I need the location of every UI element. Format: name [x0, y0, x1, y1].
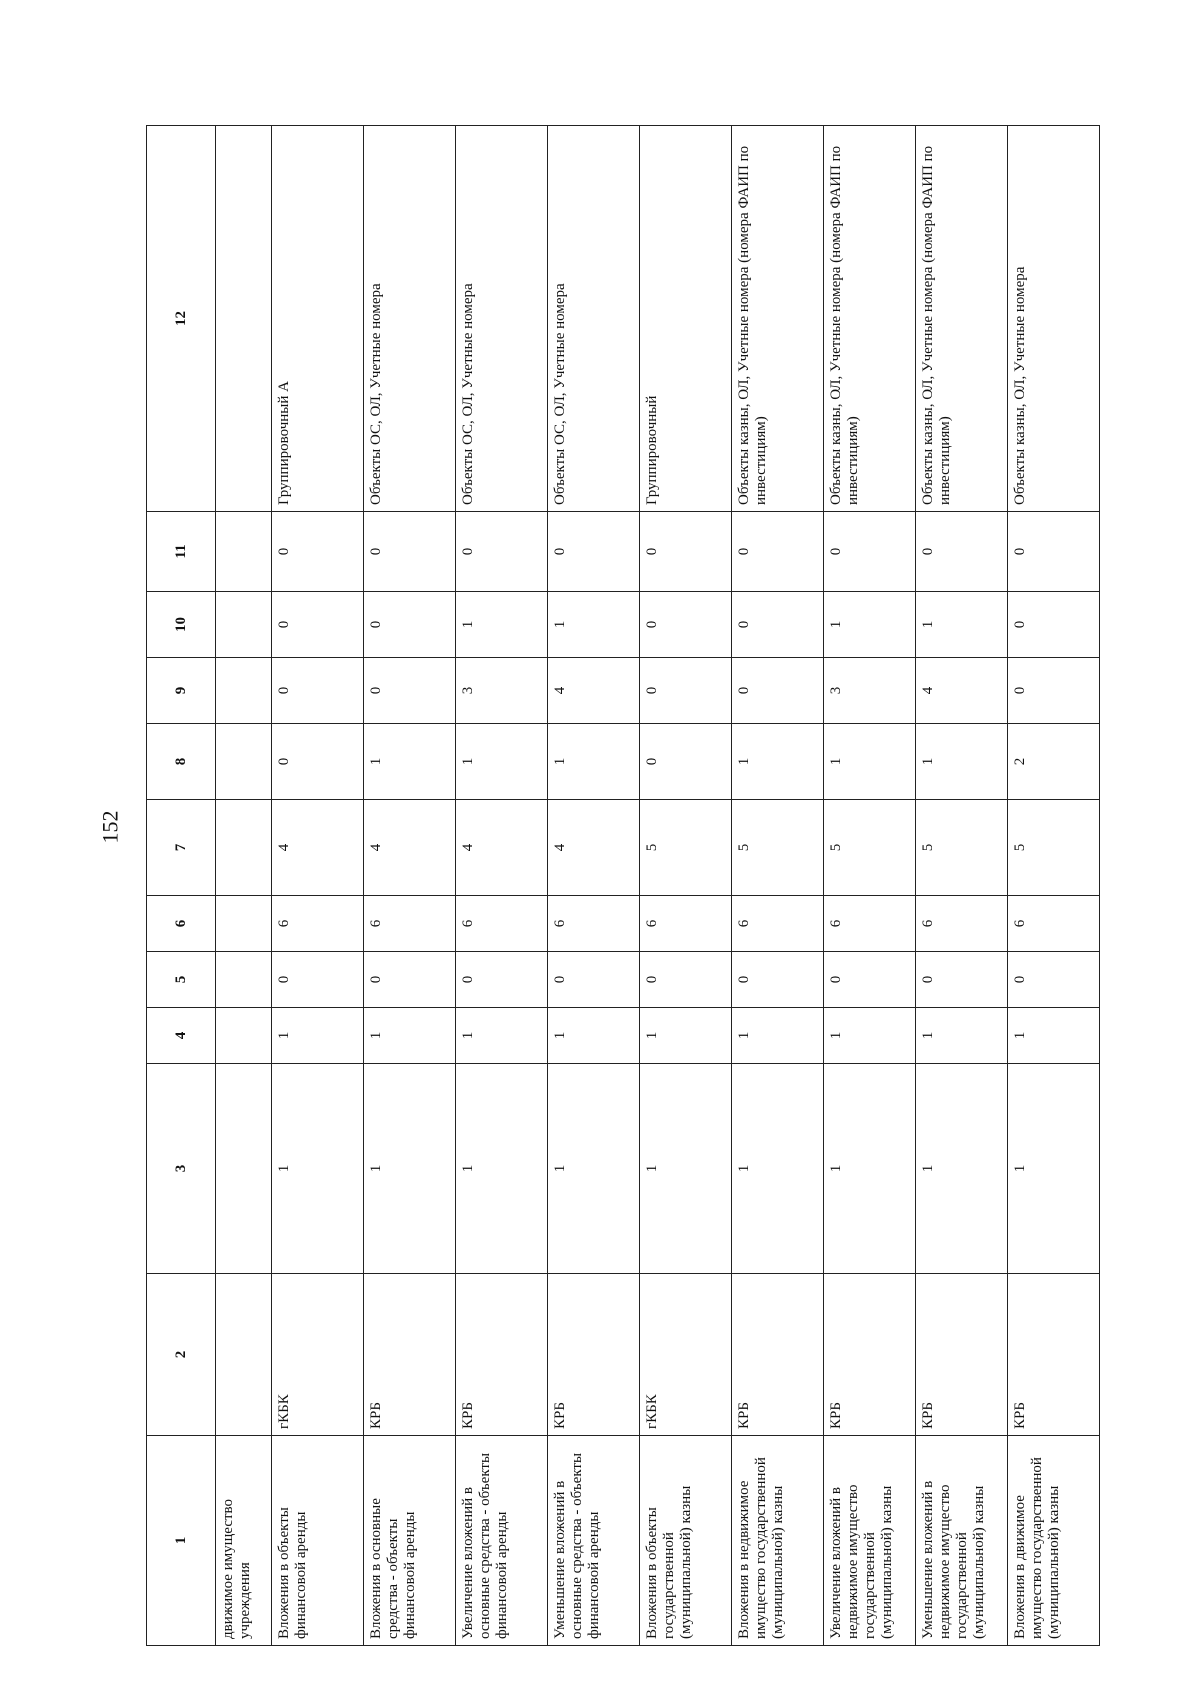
- row-digit-cell: 4: [364, 800, 456, 896]
- row-digit-cell: 0: [548, 952, 640, 1008]
- column-header: 6: [147, 896, 216, 952]
- row-digit-cell: 1: [824, 724, 916, 800]
- row-code-type: КРБ: [456, 1274, 548, 1436]
- column-header: 1: [147, 1436, 216, 1646]
- row-digit-cell: 0: [732, 512, 824, 592]
- row-digit-cell: [216, 952, 272, 1008]
- row-digit-cell: 0: [272, 952, 364, 1008]
- row-digit-cell: 0: [364, 592, 456, 658]
- row-digit-cell: 0: [640, 512, 732, 592]
- row-digit-cell: 6: [1008, 896, 1100, 952]
- table-row: [456, 126, 548, 1646]
- row-digit-cell: 0: [732, 658, 824, 724]
- row-digit-cell: [216, 1064, 272, 1274]
- row-digit-cell: 4: [548, 658, 640, 724]
- row-digit-cell: 0: [916, 512, 1008, 592]
- row-digit-cell: 1: [456, 724, 548, 800]
- row-digit-cell: 1: [916, 724, 1008, 800]
- row-digit-cell: 5: [824, 800, 916, 896]
- row-digit-cell: 3: [456, 658, 548, 724]
- row-description: Вложения в основные средства - объекты финансовой аренды: [364, 1436, 456, 1646]
- row-description: Уменьшение вложений в недвижимое имущество государственной (муниципальной) казны: [916, 1436, 1008, 1646]
- row-digit-cell: 0: [824, 952, 916, 1008]
- row-digit-cell: 0: [1008, 952, 1100, 1008]
- row-description: Уменьшение вложений в основные средства - объекты финансовой аренды: [548, 1436, 640, 1646]
- column-header: 12: [147, 126, 216, 512]
- row-digit-cell: 1: [824, 592, 916, 658]
- row-digit-cell: 6: [272, 896, 364, 952]
- row-digit-cell: 0: [1008, 658, 1100, 724]
- row-description: движимое имущество учреждения: [216, 1436, 272, 1646]
- row-code-type: КРБ: [824, 1274, 916, 1436]
- row-digit-cell: 1: [364, 724, 456, 800]
- row-digit-cell: 1: [732, 1064, 824, 1274]
- row-analytics: [216, 126, 272, 512]
- row-digit-cell: 1: [364, 1008, 456, 1064]
- row-digit-cell: 0: [364, 512, 456, 592]
- row-description: Увеличение вложений в основные средства - объекты финансовой аренды: [456, 1436, 548, 1646]
- row-digit-cell: 1: [640, 1064, 732, 1274]
- row-digit-cell: 0: [456, 952, 548, 1008]
- row-digit-cell: 1: [548, 1064, 640, 1274]
- row-code-type: КРБ: [732, 1274, 824, 1436]
- row-digit-cell: 0: [456, 512, 548, 592]
- row-digit-cell: 1: [548, 724, 640, 800]
- column-header: 5: [147, 952, 216, 1008]
- row-digit-cell: 1: [640, 1008, 732, 1064]
- row-code-type: гКБК: [272, 1274, 364, 1436]
- row-digit-cell: 1: [916, 592, 1008, 658]
- row-digit-cell: 4: [272, 800, 364, 896]
- row-digit-cell: [216, 658, 272, 724]
- row-digit-cell: 1: [916, 1008, 1008, 1064]
- row-description: Вложения в объекты финансовой аренды: [272, 1436, 364, 1646]
- row-digit-cell: 1: [456, 592, 548, 658]
- column-header: 3: [147, 1064, 216, 1274]
- row-description: Вложения в объекты государственной (муниципальной) казны: [640, 1436, 732, 1646]
- table-row: [216, 126, 272, 1646]
- row-code-type: КРБ: [1008, 1274, 1100, 1436]
- row-analytics: Объекты ОС, ОЛ, Учетные номера: [456, 126, 548, 512]
- row-digit-cell: 1: [1008, 1008, 1100, 1064]
- row-digit-cell: 5: [916, 800, 1008, 896]
- header-row: [147, 126, 216, 1646]
- row-digit-cell: 3: [824, 658, 916, 724]
- row-digit-cell: 6: [548, 896, 640, 952]
- row-digit-cell: 6: [732, 896, 824, 952]
- page-number: 152: [97, 810, 123, 844]
- row-digit-cell: 6: [456, 896, 548, 952]
- row-analytics: Объекты ОС, ОЛ, Учетные номера: [364, 126, 456, 512]
- row-digit-cell: 5: [732, 800, 824, 896]
- row-digit-cell: 1: [732, 1008, 824, 1064]
- table-row: [732, 126, 824, 1646]
- row-digit-cell: 2: [1008, 724, 1100, 800]
- row-digit-cell: 5: [640, 800, 732, 896]
- row-digit-cell: [216, 512, 272, 592]
- row-digit-cell: [216, 724, 272, 800]
- row-digit-cell: 1: [824, 1008, 916, 1064]
- row-digit-cell: 0: [732, 952, 824, 1008]
- column-header: 2: [147, 1274, 216, 1436]
- column-header: 4: [147, 1008, 216, 1064]
- row-digit-cell: 6: [824, 896, 916, 952]
- row-digit-cell: 1: [548, 592, 640, 658]
- table-row: [824, 126, 916, 1646]
- row-digit-cell: 0: [272, 724, 364, 800]
- row-analytics: Объекты казны, ОЛ, Учетные номера (номера ФАИП по инвестициям): [732, 126, 824, 512]
- column-header: 10: [147, 592, 216, 658]
- table-row: [1008, 126, 1100, 1646]
- row-description: Вложения в недвижимое имущество государственной (муниципальной) казны: [732, 1436, 824, 1646]
- row-analytics: Группировочный А: [272, 126, 364, 512]
- table-row: [364, 126, 456, 1646]
- row-digit-cell: 4: [548, 800, 640, 896]
- row-digit-cell: 0: [1008, 592, 1100, 658]
- row-digit-cell: 0: [824, 512, 916, 592]
- row-digit-cell: 0: [732, 592, 824, 658]
- column-header: 9: [147, 658, 216, 724]
- table-row: [916, 126, 1008, 1646]
- row-digit-cell: 1: [916, 1064, 1008, 1274]
- row-description: Вложения в движимое имущество государственной (муниципальной) казны: [1008, 1436, 1100, 1646]
- row-analytics: Объекты казны, ОЛ, Учетные номера (номера ФАИП по инвестициям): [916, 126, 1008, 512]
- row-digit-cell: 0: [364, 952, 456, 1008]
- row-digit-cell: 6: [916, 896, 1008, 952]
- row-digit-cell: 4: [456, 800, 548, 896]
- row-digit-cell: 1: [456, 1064, 548, 1274]
- table-row: [640, 126, 732, 1646]
- table-row: [272, 126, 364, 1646]
- row-analytics: Объекты казны, ОЛ, Учетные номера (номера ФАИП по инвестициям): [824, 126, 916, 512]
- row-analytics: Группировочный: [640, 126, 732, 512]
- row-digit-cell: 0: [640, 724, 732, 800]
- row-digit-cell: 0: [272, 512, 364, 592]
- row-code-type: КРБ: [548, 1274, 640, 1436]
- row-digit-cell: 1: [1008, 1064, 1100, 1274]
- row-digit-cell: 1: [272, 1008, 364, 1064]
- table-container: [146, 126, 1090, 1646]
- row-code-type: гКБК: [640, 1274, 732, 1436]
- row-digit-cell: [216, 1008, 272, 1064]
- row-digit-cell: 5: [1008, 800, 1100, 896]
- row-digit-cell: 0: [1008, 512, 1100, 592]
- row-digit-cell: 1: [732, 724, 824, 800]
- row-digit-cell: 0: [272, 658, 364, 724]
- row-analytics: Объекты ОС, ОЛ, Учетные номера: [548, 126, 640, 512]
- row-digit-cell: 0: [364, 658, 456, 724]
- row-digit-cell: 4: [916, 658, 1008, 724]
- row-code-type: КРБ: [364, 1274, 456, 1436]
- row-digit-cell: 1: [548, 1008, 640, 1064]
- row-code-type: КРБ: [916, 1274, 1008, 1436]
- row-analytics: Объекты казны, ОЛ, Учетные номера: [1008, 126, 1100, 512]
- row-digit-cell: [216, 800, 272, 896]
- row-description: Увеличение вложений в недвижимое имущество государственной (муниципальной) казны: [824, 1436, 916, 1646]
- row-code-type: [216, 1274, 272, 1436]
- row-digit-cell: 1: [272, 1064, 364, 1274]
- row-digit-cell: 6: [640, 896, 732, 952]
- row-digit-cell: 0: [272, 592, 364, 658]
- row-digit-cell: 0: [640, 658, 732, 724]
- row-digit-cell: 0: [548, 512, 640, 592]
- row-digit-cell: [216, 896, 272, 952]
- row-digit-cell: 1: [824, 1064, 916, 1274]
- row-digit-cell: [216, 592, 272, 658]
- row-digit-cell: 1: [364, 1064, 456, 1274]
- accounts-table: [146, 125, 1100, 1646]
- column-header: 7: [147, 800, 216, 896]
- column-header: 8: [147, 724, 216, 800]
- row-digit-cell: 6: [364, 896, 456, 952]
- row-digit-cell: 0: [640, 592, 732, 658]
- row-digit-cell: 0: [916, 952, 1008, 1008]
- column-header: 11: [147, 512, 216, 592]
- table-row: [548, 126, 640, 1646]
- row-digit-cell: 0: [640, 952, 732, 1008]
- row-digit-cell: 1: [456, 1008, 548, 1064]
